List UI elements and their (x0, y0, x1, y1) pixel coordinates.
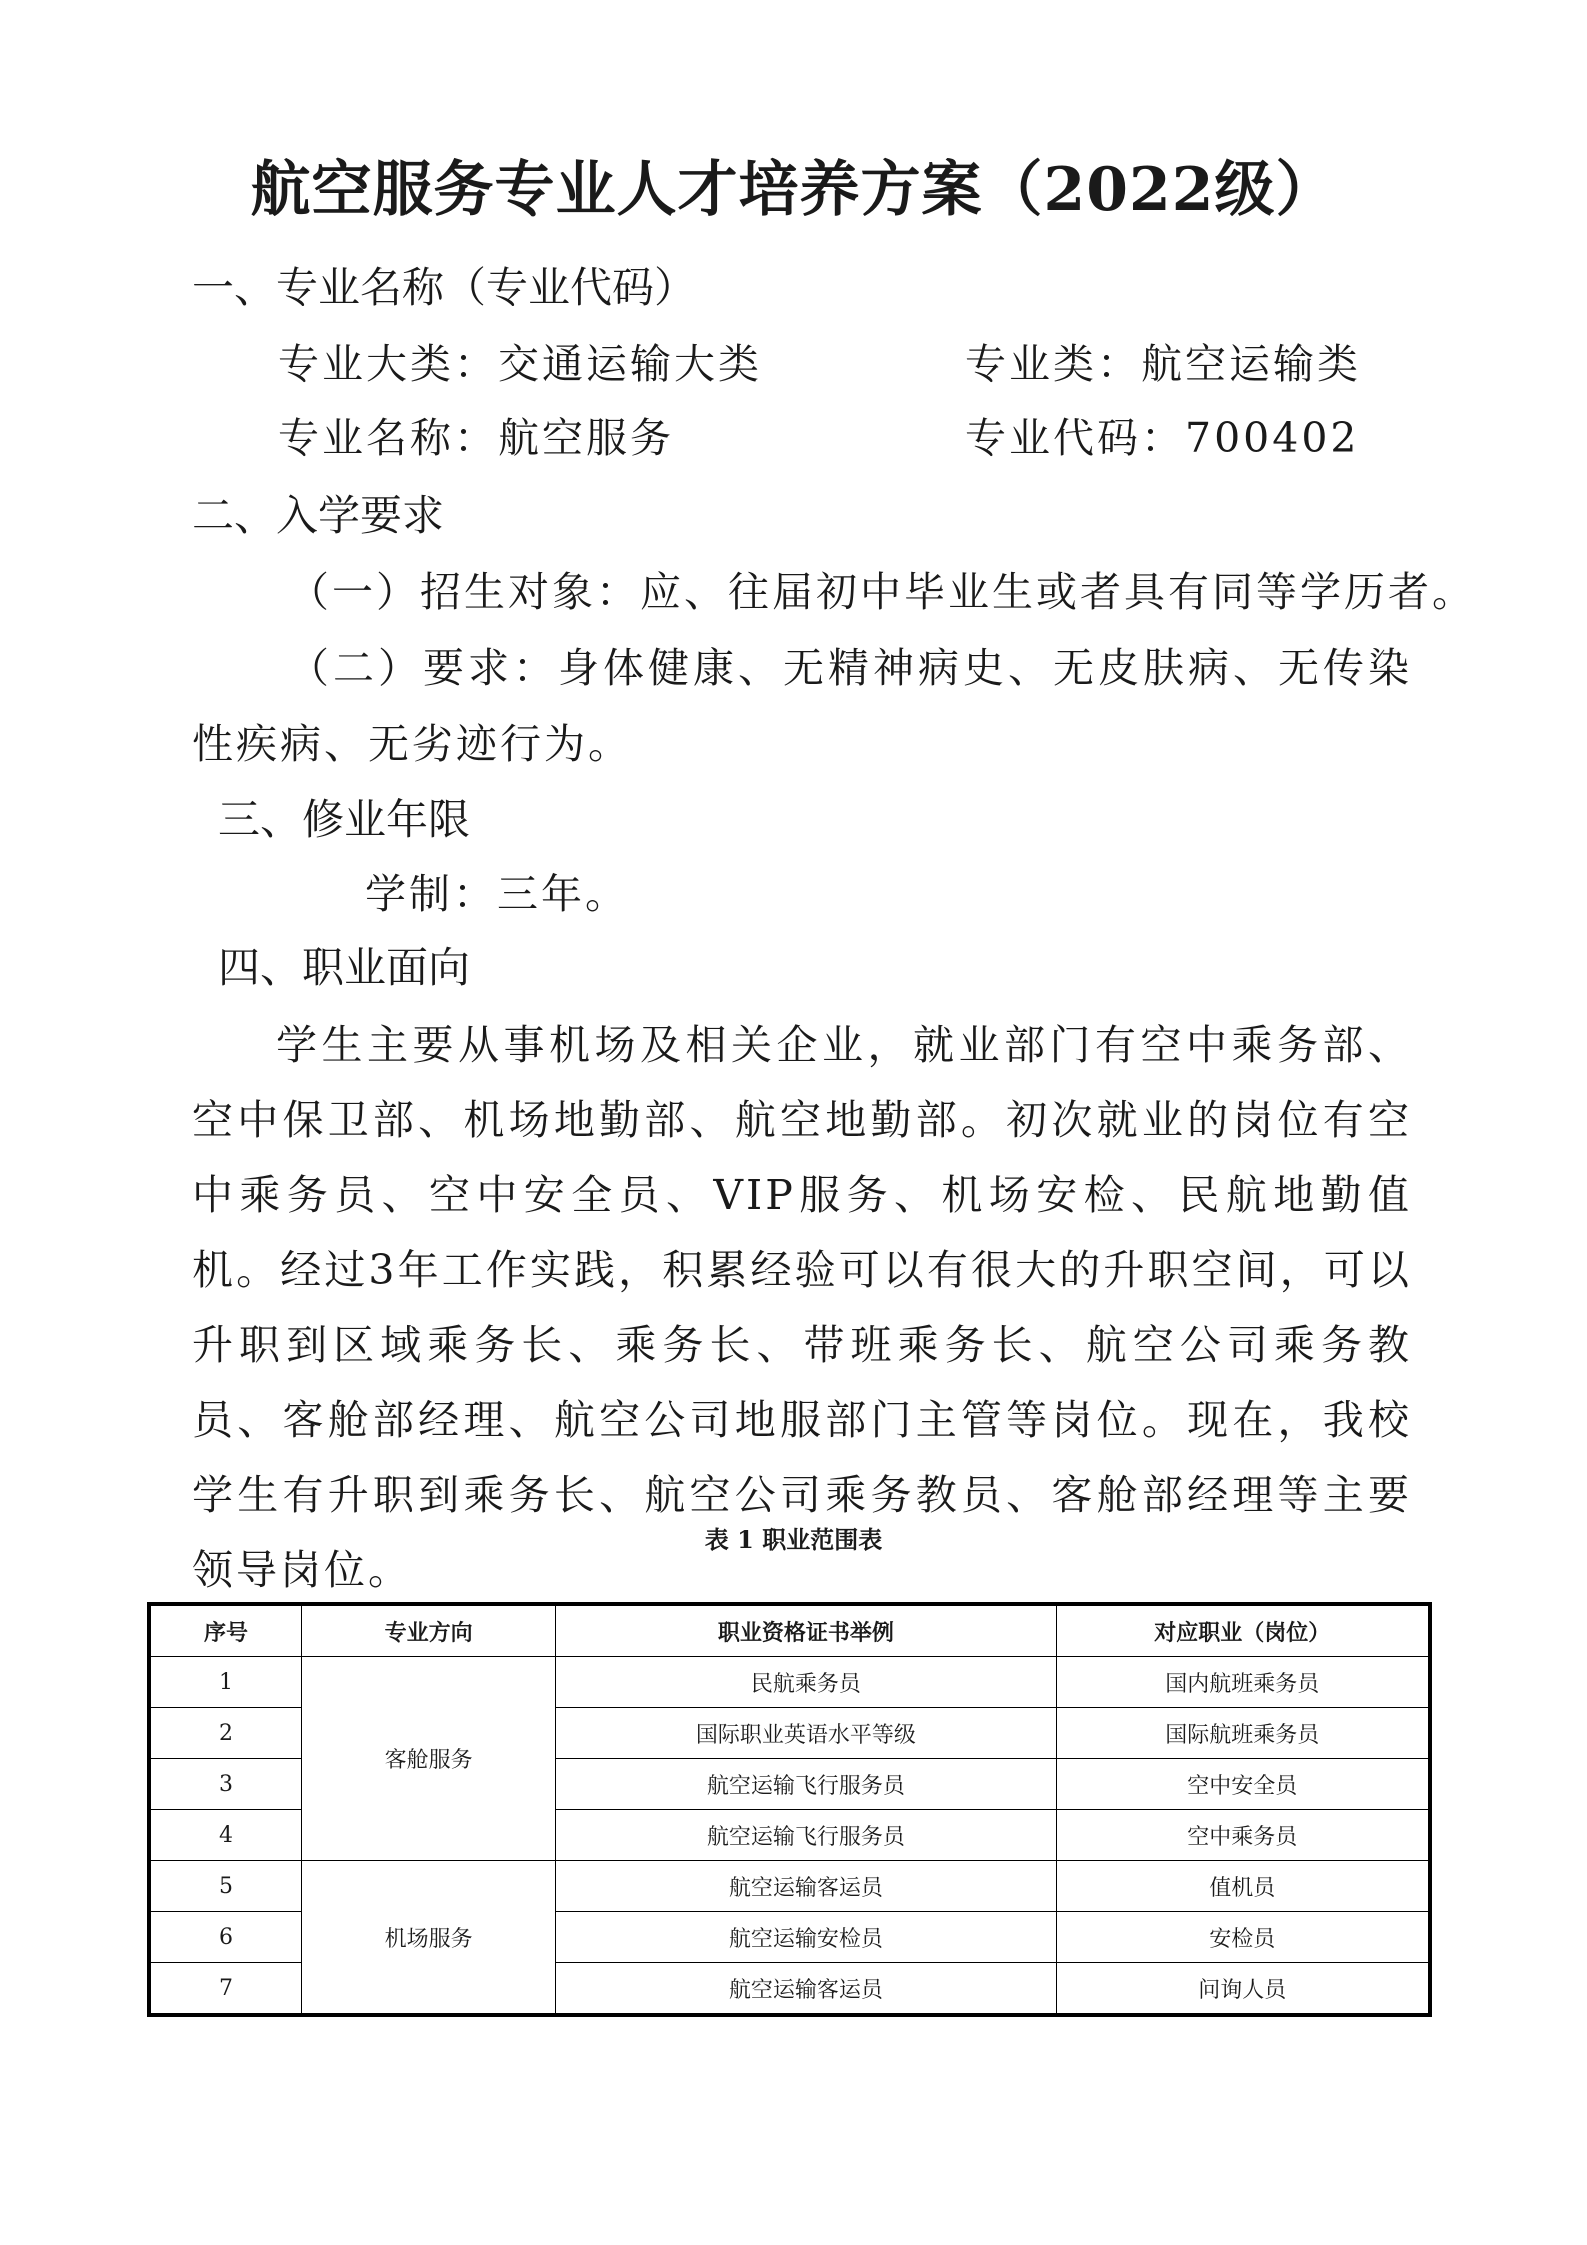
section-heading-admission: 二、入学要求 (192, 491, 445, 540)
major-category: 专业大类：交通运输大类 (278, 340, 762, 388)
row-certificate: 航空运输飞行服务员 (556, 1810, 1056, 1861)
table-row (149, 1861, 1430, 1912)
row-certificate: 国际职业英语水平等级 (556, 1708, 1056, 1759)
study-system: 学制：三年。 (365, 870, 629, 918)
row-no: 1 (149, 1657, 302, 1708)
section-heading-study-years: 三、修业年限 (218, 795, 471, 844)
row-job: 空中乘务员 (1056, 1810, 1430, 1861)
major-code: 专业代码：700402 (965, 414, 1360, 462)
career-scope-table (147, 1602, 1432, 2017)
row-job: 空中安全员 (1056, 1759, 1430, 1810)
table-caption: 表 1 职业范围表 (704, 1525, 883, 1554)
career-description: 学生主要从事机场及相关企业，就业部门有空中乘务部、空中保卫部、机场地勤部、航空地勤部。初次就业的岗位有空中乘务员、空中安全员、VIP服务、机场安检、民航地勤值机。经过3年工作实践，积累经验可以有很大的升职空间，可以升职到区域乘务长、乘务长、带班乘务长、航空公司乘务教员、客舱部经理、航空公司地服部门主管等岗位。现在，我校学生有升职到乘务长、航空公司乘务教员、客舱部经理等主要领导岗位。 (192, 1021, 1412, 1594)
row-certificate: 航空运输客运员 (556, 1861, 1056, 1912)
direction-cabin-service: 客舱服务 (302, 1657, 556, 1861)
header-job: 对应职业（岗位） (1056, 1604, 1430, 1657)
table-row (149, 1657, 1430, 1708)
row-no: 2 (149, 1708, 302, 1759)
admission-requirements: （二）要求：身体健康、无精神病史、无皮肤病、无传染性疾病、无劣迹行为。 (192, 644, 1412, 768)
row-no: 3 (149, 1759, 302, 1810)
row-certificate: 航空运输安检员 (556, 1912, 1056, 1963)
row-job: 安检员 (1056, 1912, 1430, 1963)
row-no: 7 (149, 1963, 302, 2016)
row-no: 4 (149, 1810, 302, 1861)
header-no: 序号 (149, 1604, 302, 1657)
row-certificate: 民航乘务员 (556, 1657, 1056, 1708)
row-job: 国内航班乘务员 (1056, 1657, 1430, 1708)
major-name: 专业名称：航空服务 (278, 414, 674, 462)
row-job: 问询人员 (1056, 1963, 1430, 2016)
header-certificate: 职业资格证书举例 (556, 1604, 1056, 1657)
row-certificate: 航空运输飞行服务员 (556, 1759, 1056, 1810)
section-heading-career: 四、职业面向 (218, 943, 471, 992)
row-no: 5 (149, 1861, 302, 1912)
direction-airport-service: 机场服务 (302, 1861, 556, 2016)
section-heading-major-name: 一、专业名称（专业代码） (192, 263, 697, 312)
row-certificate: 航空运输客运员 (556, 1963, 1056, 2016)
header-direction: 专业方向 (302, 1604, 556, 1657)
row-job: 国际航班乘务员 (1056, 1708, 1430, 1759)
major-class: 专业类：航空运输类 (965, 340, 1361, 388)
admission-target: （一）招生对象：应、往届初中毕业生或者具有同等学历者。 (288, 568, 1476, 616)
document-title: 航空服务专业人才培养方案（2022级） (250, 155, 1337, 225)
row-job: 值机员 (1056, 1861, 1430, 1912)
row-no: 6 (149, 1912, 302, 1963)
table-header-row (149, 1604, 1430, 1657)
